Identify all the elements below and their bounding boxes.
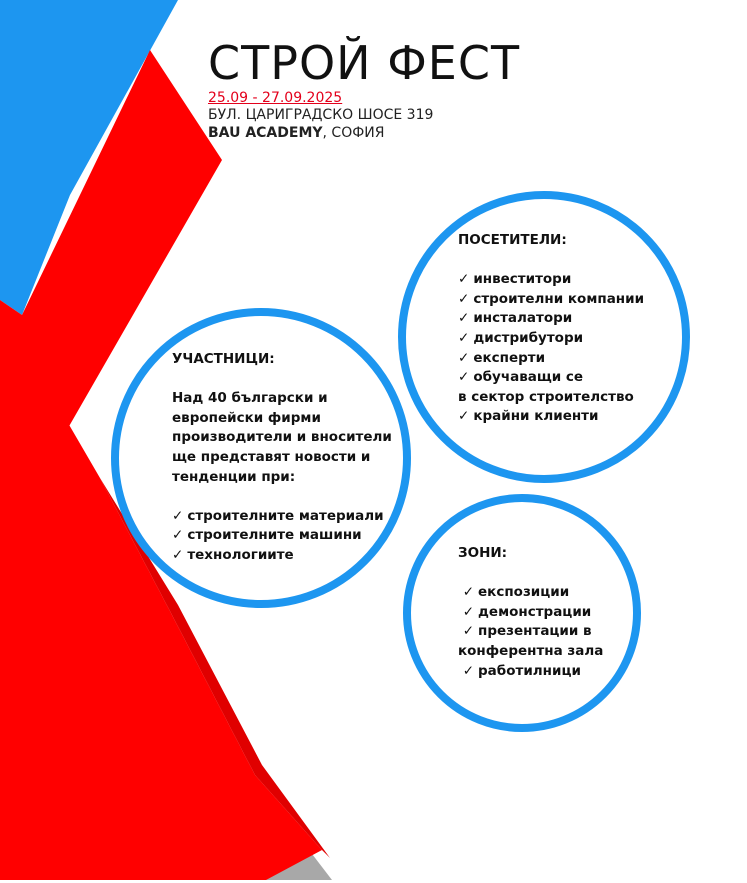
zones-heading: ЗОНИ: <box>458 545 508 561</box>
check-icon: ✓ <box>458 349 470 366</box>
list-item: ✓ строителни компании <box>458 290 645 307</box>
venue-name: BAU ACADEMY <box>208 125 323 141</box>
check-icon: ✓ <box>458 310 470 327</box>
check-icon: ✓ <box>462 603 475 620</box>
check-icon: ✓ <box>458 369 470 386</box>
list-item: ✓ експерти <box>458 349 546 366</box>
list-item: ✓ експозиции <box>462 584 570 601</box>
check-icon: ✓ <box>462 623 475 640</box>
check-icon: ✓ <box>172 546 184 563</box>
list-item: ✓ демонстрации <box>462 603 592 620</box>
list-item: ✓ дистрибутори <box>458 329 584 346</box>
venue-line <box>208 124 520 142</box>
list-item: ✓ обучаващи се <box>458 369 584 386</box>
list-item: ✓ технологиите <box>172 546 294 563</box>
list-item: ✓ крайни клиенти <box>458 408 599 425</box>
list-item: ✓ инвеститори <box>458 271 572 288</box>
participants-text <box>172 350 392 566</box>
list-item-continuation: конферентна зала <box>458 642 604 659</box>
participants-intro-line: Над 40 български и <box>172 390 328 407</box>
list-item: ✓ строителните материали <box>172 507 384 524</box>
participants-heading: УЧАСТНИЦИ: <box>172 351 275 367</box>
participants-intro-line: тенденции при: <box>172 468 296 485</box>
list-item: ✓ инсталатори <box>458 310 573 327</box>
list-item: ✓ работилници <box>462 662 581 679</box>
venue-city: , СОФИЯ <box>322 125 385 141</box>
visitors-heading: ПОСЕТИТЕЛИ: <box>458 232 567 248</box>
list-item: ✓ презентации в <box>462 623 592 640</box>
check-icon: ✓ <box>462 584 475 601</box>
participants-intro-line: ще представят новости и <box>172 448 371 465</box>
participants-intro-line: производители и вносители <box>172 429 392 446</box>
header <box>208 38 520 142</box>
visitors-text <box>458 231 644 427</box>
check-icon: ✓ <box>172 507 184 524</box>
zones-text <box>458 544 603 681</box>
participants-intro-line: европейски фирми <box>172 409 321 426</box>
check-icon: ✓ <box>458 408 470 425</box>
check-icon: ✓ <box>462 662 475 679</box>
list-item: ✓ строителните машини <box>172 527 362 544</box>
check-icon: ✓ <box>172 527 184 544</box>
list-item-continuation: в сектор строителство <box>458 388 634 405</box>
check-icon: ✓ <box>458 329 470 346</box>
event-dates: 25.09 - 27.09.2025 <box>208 90 343 106</box>
check-icon: ✓ <box>458 271 470 288</box>
address-line: БУЛ. ЦАРИГРАДСКО ШОСЕ 319 <box>208 107 434 123</box>
page-title: СТРОЙ ФЕСТ <box>208 36 521 90</box>
check-icon: ✓ <box>458 290 470 307</box>
